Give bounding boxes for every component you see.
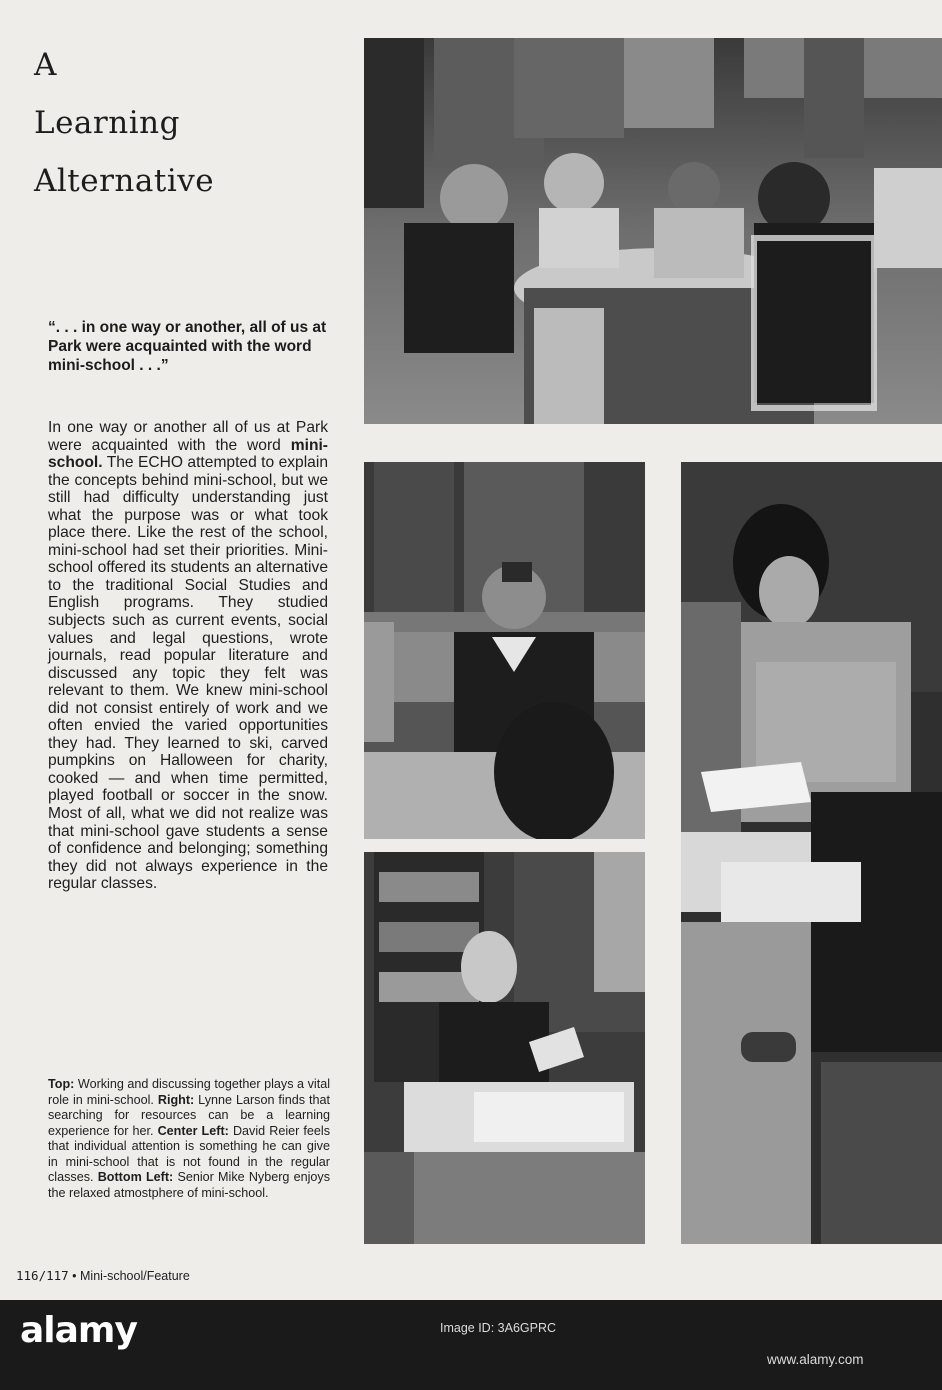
caption-label-top: Top: (48, 1077, 75, 1091)
photo-top-classroom (364, 38, 942, 424)
photo-right-student (681, 462, 942, 1244)
caption-label-bottom-left: Bottom Left: (97, 1170, 174, 1184)
photo-captions (48, 1077, 330, 1201)
caption-text-right: Lynne Larson finds that searching for resources can be a learning experience for her. (48, 1092, 330, 1138)
title-line: Alternative (34, 163, 215, 199)
caption-text-center-left: David Reier feels that individual attention is something he can give in mini-school that is not found in the regular classes. (48, 1123, 331, 1184)
image-id: Image ID: 3A6GPRC (440, 1321, 557, 1335)
site-url: www.alamy.com (767, 1352, 864, 1367)
page-folio (16, 1268, 190, 1283)
watermark-footer (0, 1300, 942, 1390)
body-rest: The ECHO attempted to explain the concepts behind mini-school, but we still had difficulty understanding just what the purpose was or what took place there. Like the rest of the school, mini-school had set their priorities. Mini-school offered its students an alternative to the traditional Social Studies and English programs. They studied subjects such as current events, social values and legal questions, wrote journals, read popular literature and discussed any topic they felt was relevant to them. We knew mini-school did not consist entirely of work and we often envied the varied opportunities they had. They learned to ski, carved pumpkins on Halloween for charity, cooked — and when time permitted, played football or soccer in the snow. Most of all, what we did not realize was that mini-school gave students a sense of confidence and belonging; something they did not always experience in the regular classes. (48, 454, 328, 893)
body-intro: In one way or another all of us at Park were acquainted with the word (48, 419, 328, 454)
section-name: • Mini-school/Feature (72, 1269, 190, 1283)
caption-label-center-left: Center Left: (157, 1123, 229, 1138)
alamy-logo: alamy (20, 1310, 137, 1351)
article-body (48, 419, 328, 893)
title-line: A (34, 47, 57, 83)
page-title (34, 36, 334, 210)
body-term: mini-school. (48, 436, 328, 472)
caption-label-right: Right: (157, 1092, 195, 1107)
caption-text-top: Working and discussing together plays a vital role in mini-school. (48, 1077, 331, 1107)
pull-quote: “. . . in one way or another, all of us at Park were acquainted with the word mini-school . . .” (48, 319, 327, 374)
photo-bottom-left-senior (364, 852, 645, 1244)
page-numbers: 116/117 (16, 1268, 69, 1283)
photo-center-left-teacher (364, 462, 645, 839)
caption-text-bottom-left: Senior Mike Nyberg enjoys the relaxed atmostphere of mini-school. (48, 1170, 331, 1200)
title-line: Learning (34, 105, 180, 141)
